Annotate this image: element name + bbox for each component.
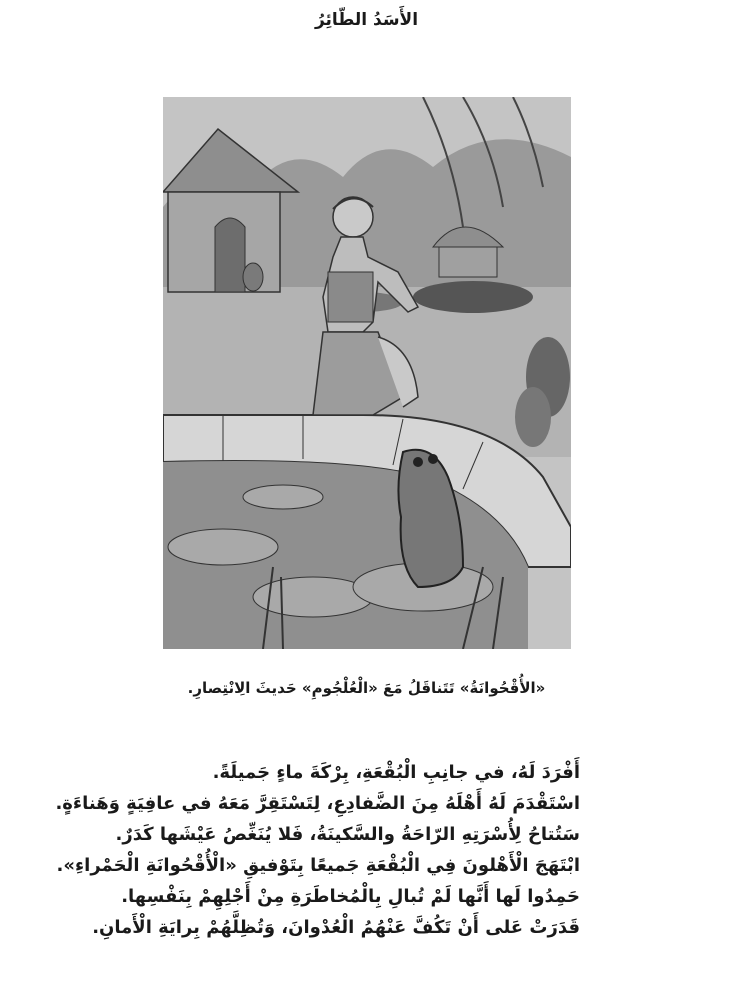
story-line: قَدَرَتْ عَلى أَنْ تَكُفَّ عَنْهُمُ الْعُدْوانَ، وَتُظِلَّهُمْ بِرايَةِ الْأَمانِ.: [92, 917, 580, 938]
figure-caption: «الأُقْحُوانَةُ» تَتَناقَلُ مَعَ «الْعُلْجُومِ» حَديثَ الِانْتِصارِ.: [187, 679, 546, 697]
story-paragraph: [55, 757, 580, 943]
story-illustration: [163, 97, 571, 649]
page-title: الأَسَدُ الطّائِرُ: [314, 10, 419, 30]
story-line: أَفْرَدَ لَهُ، في جانِبِ الْبُقْعَةِ، بِرْكَةَ ماءٍ جَميلَةً.: [212, 762, 580, 783]
story-line: حَمِدُوا لَها أَنَّها لَمْ تُبالِ بِالْمُخاطَرَةِ مِنْ أَجْلِهِمْ بِنَفْسِها.: [121, 886, 580, 907]
story-line: ابْتَهَجَ الْأَهْلونَ فِي الْبُقْعَةِ جَميعًا بِتَوْفيقِ «الْأُقْحُوانَةِ الْحَمْراءِ».: [56, 855, 580, 876]
story-line: سَتُتاحُ لِأُسْرَتِهِ الرّاحَةُ والسَّكينَةُ، فَلا يُنَغِّصُ عَيْشَها كَدَرٌ.: [115, 824, 580, 845]
story-line: اسْتَقْدَمَ لَهُ أَهْلَهُ مِنَ الضَّفادِعِ، لِتَسْتَقِرَّ مَعَهُ في عافِيَةٍ وَهَناءَةٍ.: [55, 793, 580, 814]
